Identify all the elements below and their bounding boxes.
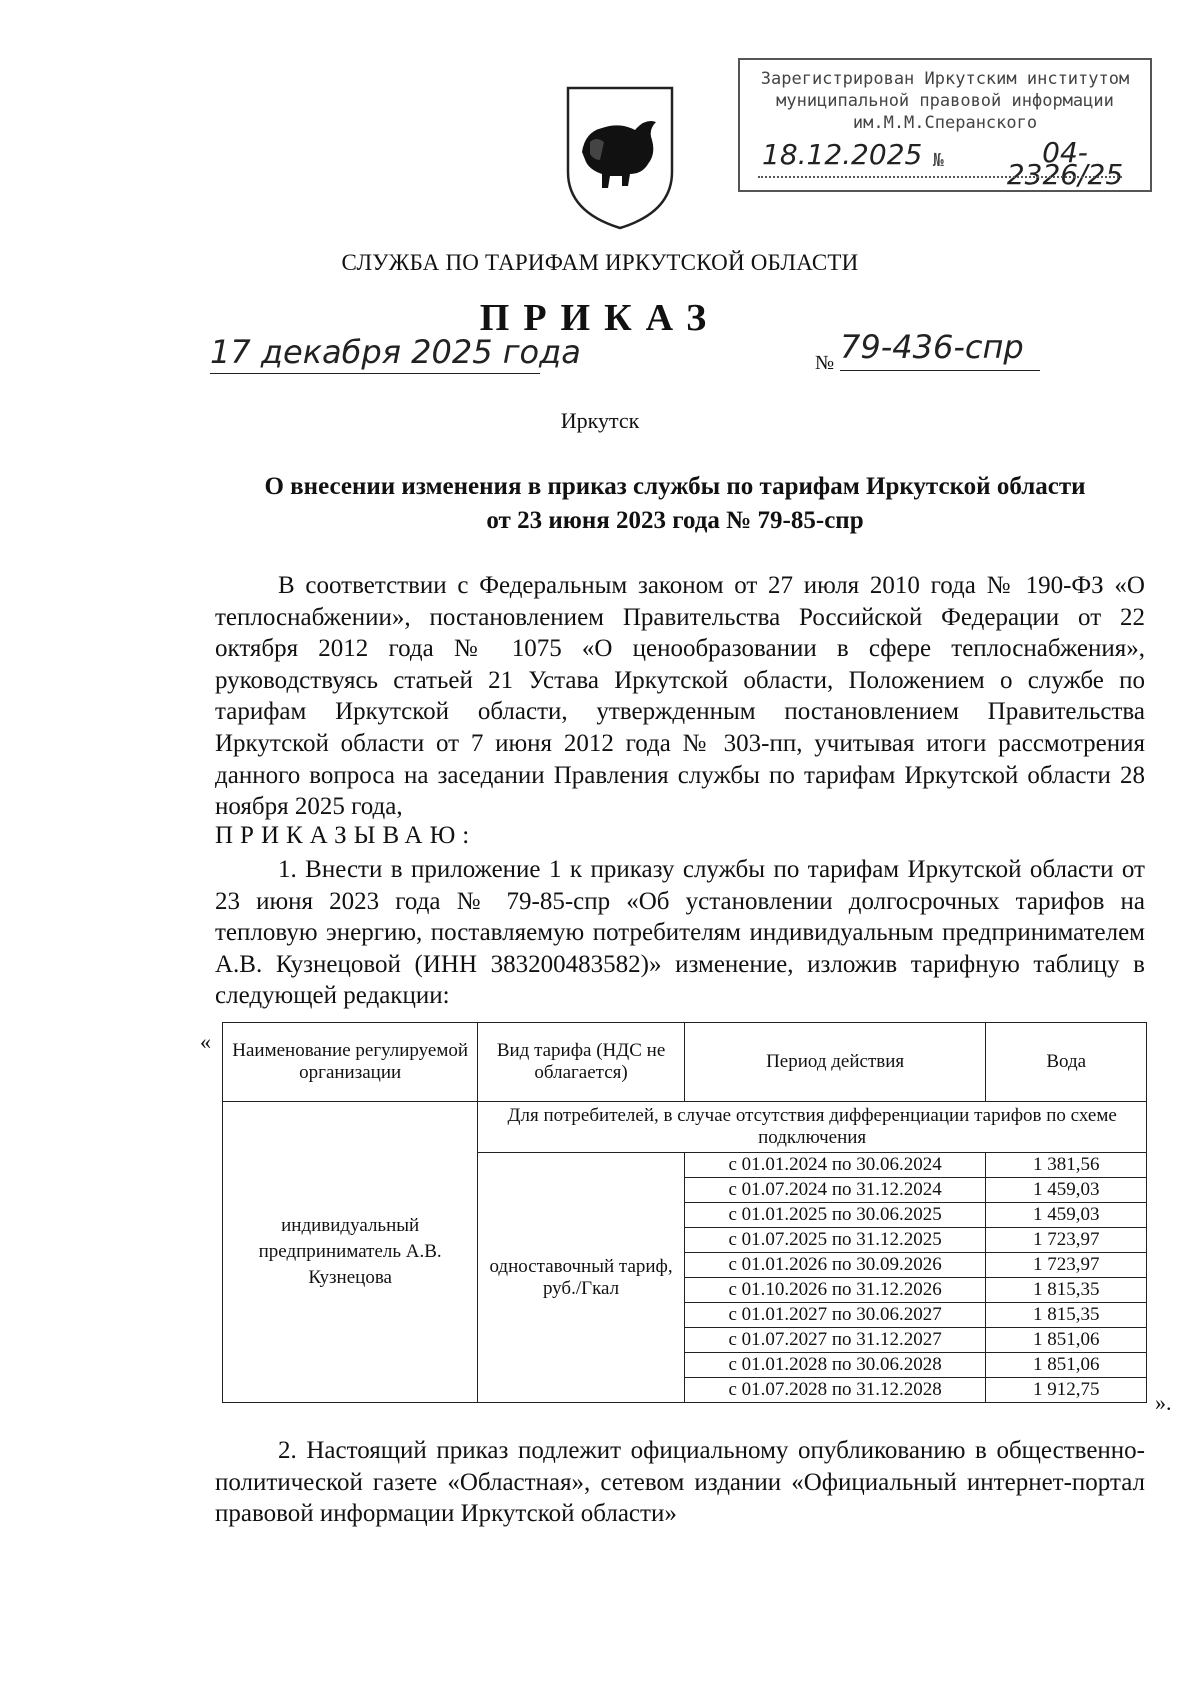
stamp-number-label: № <box>933 150 944 171</box>
coat-of-arms-icon <box>560 82 680 232</box>
organization-cell: индивидуальный предприниматель А.В. Кузнецова <box>223 1102 478 1403</box>
document-title: ПРИКАЗ <box>479 297 721 339</box>
period-cell: с 01.10.2026 по 31.12.2026 <box>684 1278 986 1303</box>
item-2-text: 2. Настоящий приказ подлежит официальному опубликованию в общественно-политической газете «Областная», сетевом издании «Официальный интернет-портал правовой информации Иркутской области» <box>215 1437 1145 1528</box>
consumer-subheader: Для потребителей, в случае отсутствия дифференциации тарифов по схеме подключения <box>478 1102 1147 1153</box>
table-header: Период действия <box>684 1023 986 1102</box>
stamp-line: им.М.М.Сперанского <box>852 113 1038 133</box>
period-cell: с 01.07.2028 по 31.12.2028 <box>684 1378 986 1403</box>
value-cell: 1 815,35 <box>986 1278 1147 1303</box>
agency-name: СЛУЖБА ПО ТАРИФАМ ИРКУТСКОЙ ОБЛАСТИ <box>341 250 859 275</box>
stamp-line: муниципальной правовой информации <box>776 91 1114 111</box>
order-number-label: № <box>815 352 835 374</box>
value-cell: 1 851,06 <box>986 1353 1147 1378</box>
item-1-text: 1. Внести в приложение 1 к приказу службы по тарифам Иркутской области от 23 июня 2023 года № 79-85-спр «Об установлении долгосрочных тарифов на тепловую энергию, поставляемую потребителям индивидуальным предпринимателем А.В. Кузнецовой (ИНН 383200483582)» изменение, изложив тарифную таблицу в следующей редакции: <box>215 856 1145 1010</box>
city: Иркутск <box>560 408 640 433</box>
period-cell: с 01.01.2025 по 30.06.2025 <box>684 1203 986 1228</box>
period-cell: с 01.01.2026 по 30.09.2026 <box>684 1253 986 1278</box>
stamp-line: Зарегистрирован Иркутским институтом <box>760 69 1130 89</box>
quote-close: ». <box>1155 1390 1172 1415</box>
value-cell: 1 381,56 <box>986 1153 1147 1178</box>
value-cell: 1 459,03 <box>986 1203 1147 1228</box>
tariff-type-cell: одноставочный тариф, руб./Гкал <box>478 1153 684 1403</box>
value-cell: 1 459,03 <box>986 1178 1147 1203</box>
item-2-paragraph <box>215 1435 1145 1530</box>
order-number: 79-436-спр <box>840 328 1040 371</box>
order-word: ПРИКАЗЫВАЮ: <box>215 822 477 849</box>
stamp-number: 04-2326/25 <box>1006 136 1124 191</box>
tariff-table <box>222 1022 1147 1403</box>
value-cell: 1 815,35 <box>986 1303 1147 1328</box>
heading-line: О внесении изменения в приказ службы по тарифам Иркутской области <box>264 473 1086 500</box>
order-date: 17 декабря 2025 года <box>210 333 540 374</box>
value-cell: 1 912,75 <box>986 1378 1147 1403</box>
period-cell: с 01.01.2028 по 30.06.2028 <box>684 1353 986 1378</box>
value-cell: 1 723,97 <box>986 1228 1147 1253</box>
heading-line: от 23 июня 2023 года № 79-85-спр <box>486 507 864 534</box>
value-cell: 1 723,97 <box>986 1253 1147 1278</box>
preamble-paragraph <box>215 570 1145 823</box>
document-heading <box>200 470 1150 538</box>
stamp-underline <box>758 176 1122 178</box>
item-1-paragraph <box>215 854 1145 1012</box>
period-cell: с 01.07.2025 по 31.12.2025 <box>684 1228 986 1253</box>
period-cell: с 01.01.2027 по 30.06.2027 <box>684 1303 986 1328</box>
value-cell: 1 851,06 <box>986 1328 1147 1353</box>
table-header: Вид тарифа (НДС не облагается) <box>478 1023 684 1102</box>
stamp-date: 18.12.2025 <box>762 138 923 171</box>
preamble-text: В соответствии с Федеральным законом от 27 июля 2010 года № 190-ФЗ «О теплоснабжении», постановлением Правительства Российской Федерации от 22 октября 2012 года № 1075 «О ценообразовании в сфере теплоснабжения», руководствуясь статьей 21 Устава Иркутской области, Положением о службе по тарифам Иркутской области, утвержденным постановлением Правительства Иркутской области от 7 июня 2012 года № 303-пп, учитывая итоги рассмотрения данного вопроса на заседании Правления службы по тарифам Иркутской области 28 ноября 2025 года, <box>215 572 1145 821</box>
registration-stamp <box>738 58 1152 192</box>
period-cell: с 01.07.2027 по 31.12.2027 <box>684 1328 986 1353</box>
table-header: Наименование регулируемой организации <box>223 1023 478 1102</box>
quote-open: « <box>200 1029 211 1054</box>
table-header: Вода <box>986 1023 1147 1102</box>
period-cell: с 01.01.2024 по 30.06.2024 <box>684 1153 986 1178</box>
period-cell: с 01.07.2024 по 31.12.2024 <box>684 1178 986 1203</box>
